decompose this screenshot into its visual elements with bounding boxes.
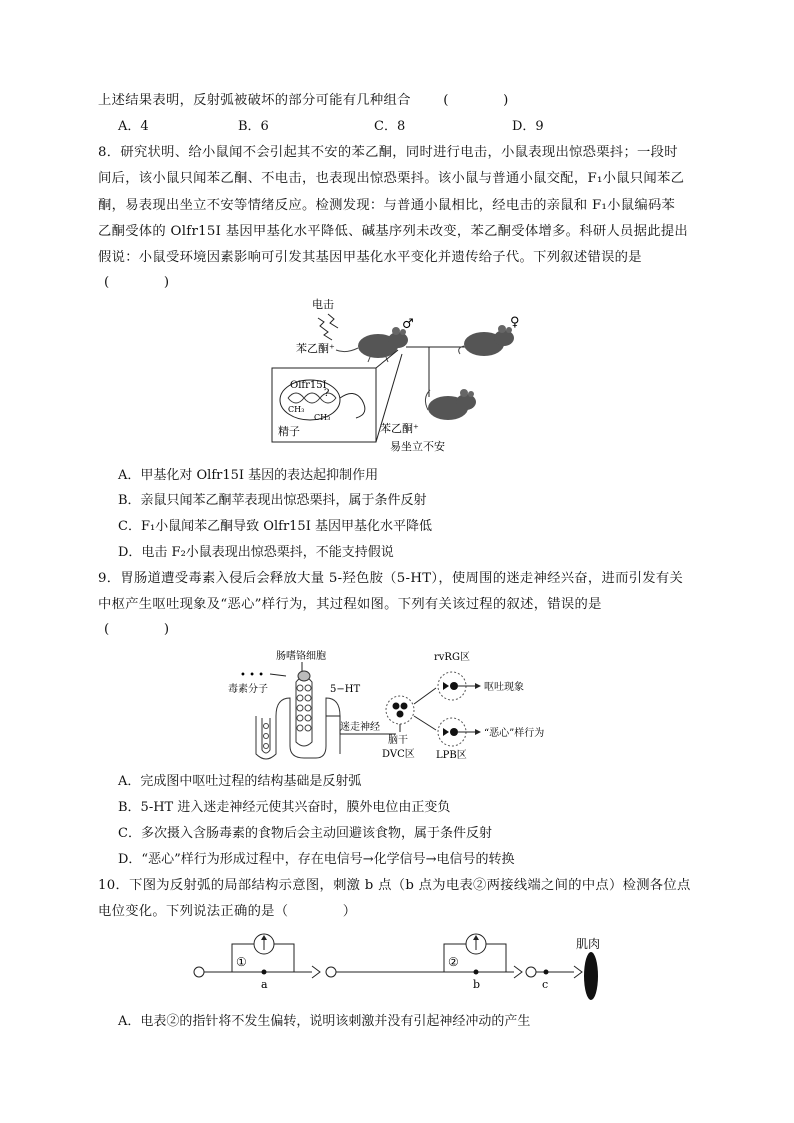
q8-fig-male: ♂ (402, 317, 414, 332)
q9-option-a: A．完成图中呕吐过程的结构基础是反射弧 (118, 774, 362, 789)
q8-option-b: B．亲鼠只闻苯乙酮苹表现出惊恐栗抖，属于条件反射 (118, 493, 427, 508)
q8-line-4: 乙酮受体的 Olfr15I 基因甲基化水平降低、碱基序列未改变，苯乙酮受体增多。科研人员据此提出 (98, 224, 689, 239)
q9-fig-dvc: DVC区 (382, 749, 415, 760)
svg-text:• • •: • • • (240, 670, 265, 681)
q7-paren: ( ) (443, 93, 509, 108)
q8-option-d: D．电击 F₂小鼠表现出惊恐栗抖，不能支持假说 (118, 545, 394, 560)
q8-fig-acetophenone-bottom: 苯乙酮⁺ (380, 422, 419, 435)
q9-fig-ht: 5−HT (330, 684, 361, 695)
q10-fig-meter2: ② (448, 955, 459, 969)
q8-figure (266, 292, 566, 462)
q8-fig-female: ♀ (510, 315, 520, 330)
q8-option-a: A．甲基化对 Olfr15I 基因的表达起抑制作用 (118, 468, 379, 483)
q9-fig-toxin: 毒素分子 (228, 684, 268, 695)
q7-option-d: D．9 (512, 119, 544, 134)
muscle-icon (584, 952, 598, 1000)
q9-line-1: 9．胃肠道遭受毒素入侵后会释放大量 5-羟色胺（5-HT），使周围的迷走神经兴奋，进而引发有关 (98, 571, 684, 586)
lightning-icon (318, 314, 338, 340)
q10-fig-a: a (261, 978, 268, 991)
villus-cells (264, 685, 312, 749)
q10-line-1: 10．下图为反射弧的局部结构示意图，刺激 b 点（b 点为电表②两接线端之间的中点）检测各位点 (98, 878, 691, 893)
q9-paren: ( ) (104, 622, 170, 637)
q9-option-b: B．5-HT 进入迷走神经元使其兴奋时，膜外电位由正变负 (118, 800, 451, 815)
q8-line-3: 酮，易表现出坐立不安等情绪反应。检测发现：与普通小鼠相比，经电击的亲鼠和 F₁小鼠编码苯 (98, 198, 676, 213)
q9-fig-vagus: 迷走神经 (340, 722, 380, 733)
q7-option-c: C．8 (374, 119, 406, 134)
female-mouse-icon (459, 325, 514, 356)
q7-stem-text: 上述结果表明，反射弧被破坏的部分可能有几种组合 (98, 93, 411, 108)
q7-stem (98, 92, 509, 109)
q7-option-b: B．6 (238, 119, 269, 134)
q8-line-2: 间后，该小鼠只闻苯乙酮、不电击，也表现出惊恐栗抖。该小鼠与普通小鼠交配，F₁小鼠只闻苯乙 (98, 171, 685, 186)
q10-fig-c: c (542, 978, 549, 991)
q10-line-2: 电位变化。下列说法正确的是（ ） (98, 904, 357, 919)
q9-line-2: 中枢产生呕吐现象及“恶心”样行为，其过程如图。下列有关该过程的叙述，错误的是 (98, 597, 602, 612)
q7-option-a: A．4 (118, 119, 149, 134)
q8-option-c: C．F₁小鼠闻苯乙酮导致 Olfr15I 基因甲基化水平降低 (118, 519, 432, 534)
q9-figure (226, 646, 586, 764)
q9-fig-rvrg: rvRG区 (434, 652, 470, 663)
q9-fig-nausea: “恶心”样行为 (484, 728, 545, 739)
q8-fig-shock: 电击 (312, 298, 334, 311)
q10-fig-meter1: ① (236, 955, 247, 969)
q9-fig-cell: 肠嗜铬细胞 (276, 651, 326, 662)
q9-option-c: C．多次摄入含肠毒素的食物后会主动回避该食物，属于条件反射 (118, 826, 492, 841)
q8-fig-unrest: 易坐立不安 (390, 440, 445, 453)
q9-fig-brainstem: 脑干 (388, 735, 408, 746)
q8-fig-ch3-a: CH₃ (288, 405, 305, 414)
q9-option-d: D．“恶心”样行为形成过程中，存在电信号→化学信号→电信号的转换 (118, 852, 515, 867)
q10-figure (190, 926, 610, 1006)
male-mouse-icon (336, 327, 408, 362)
offspring-mouse-icon (425, 389, 476, 420)
q9-fig-lpb: LPB区 (436, 750, 467, 761)
q8-line-5: 假说：小鼠受环境因素影响可引发其基因甲基化水平变化并遗传给子代。下列叙述错误的是 (98, 250, 642, 265)
q9-fig-vomit: 呕吐现象 (484, 682, 524, 693)
q8-fig-question: ? (324, 388, 330, 399)
dvc-node (386, 696, 414, 724)
q8-paren: ( ) (104, 275, 170, 290)
q8-fig-acetophenone-top: 苯乙酮⁺ (296, 342, 335, 355)
q10-fig-b: b (473, 978, 481, 991)
q10-fig-muscle: 肌肉 (576, 937, 601, 951)
q8-line-1: 8．研究状明、给小鼠闻不会引起其不安的苯乙酮，同时进行电击，小鼠表现出惊恐栗抖；一段时 (98, 145, 678, 160)
q10-option-a: A．电表②的指针将不发生偏转，说明该刺激并没有引起神经冲动的产生 (118, 1014, 531, 1029)
q8-fig-sperm: 精子 (278, 425, 300, 438)
q8-fig-gene: Olfr15I (290, 380, 327, 391)
q8-fig-ch3-b: CH₃ (314, 413, 331, 422)
